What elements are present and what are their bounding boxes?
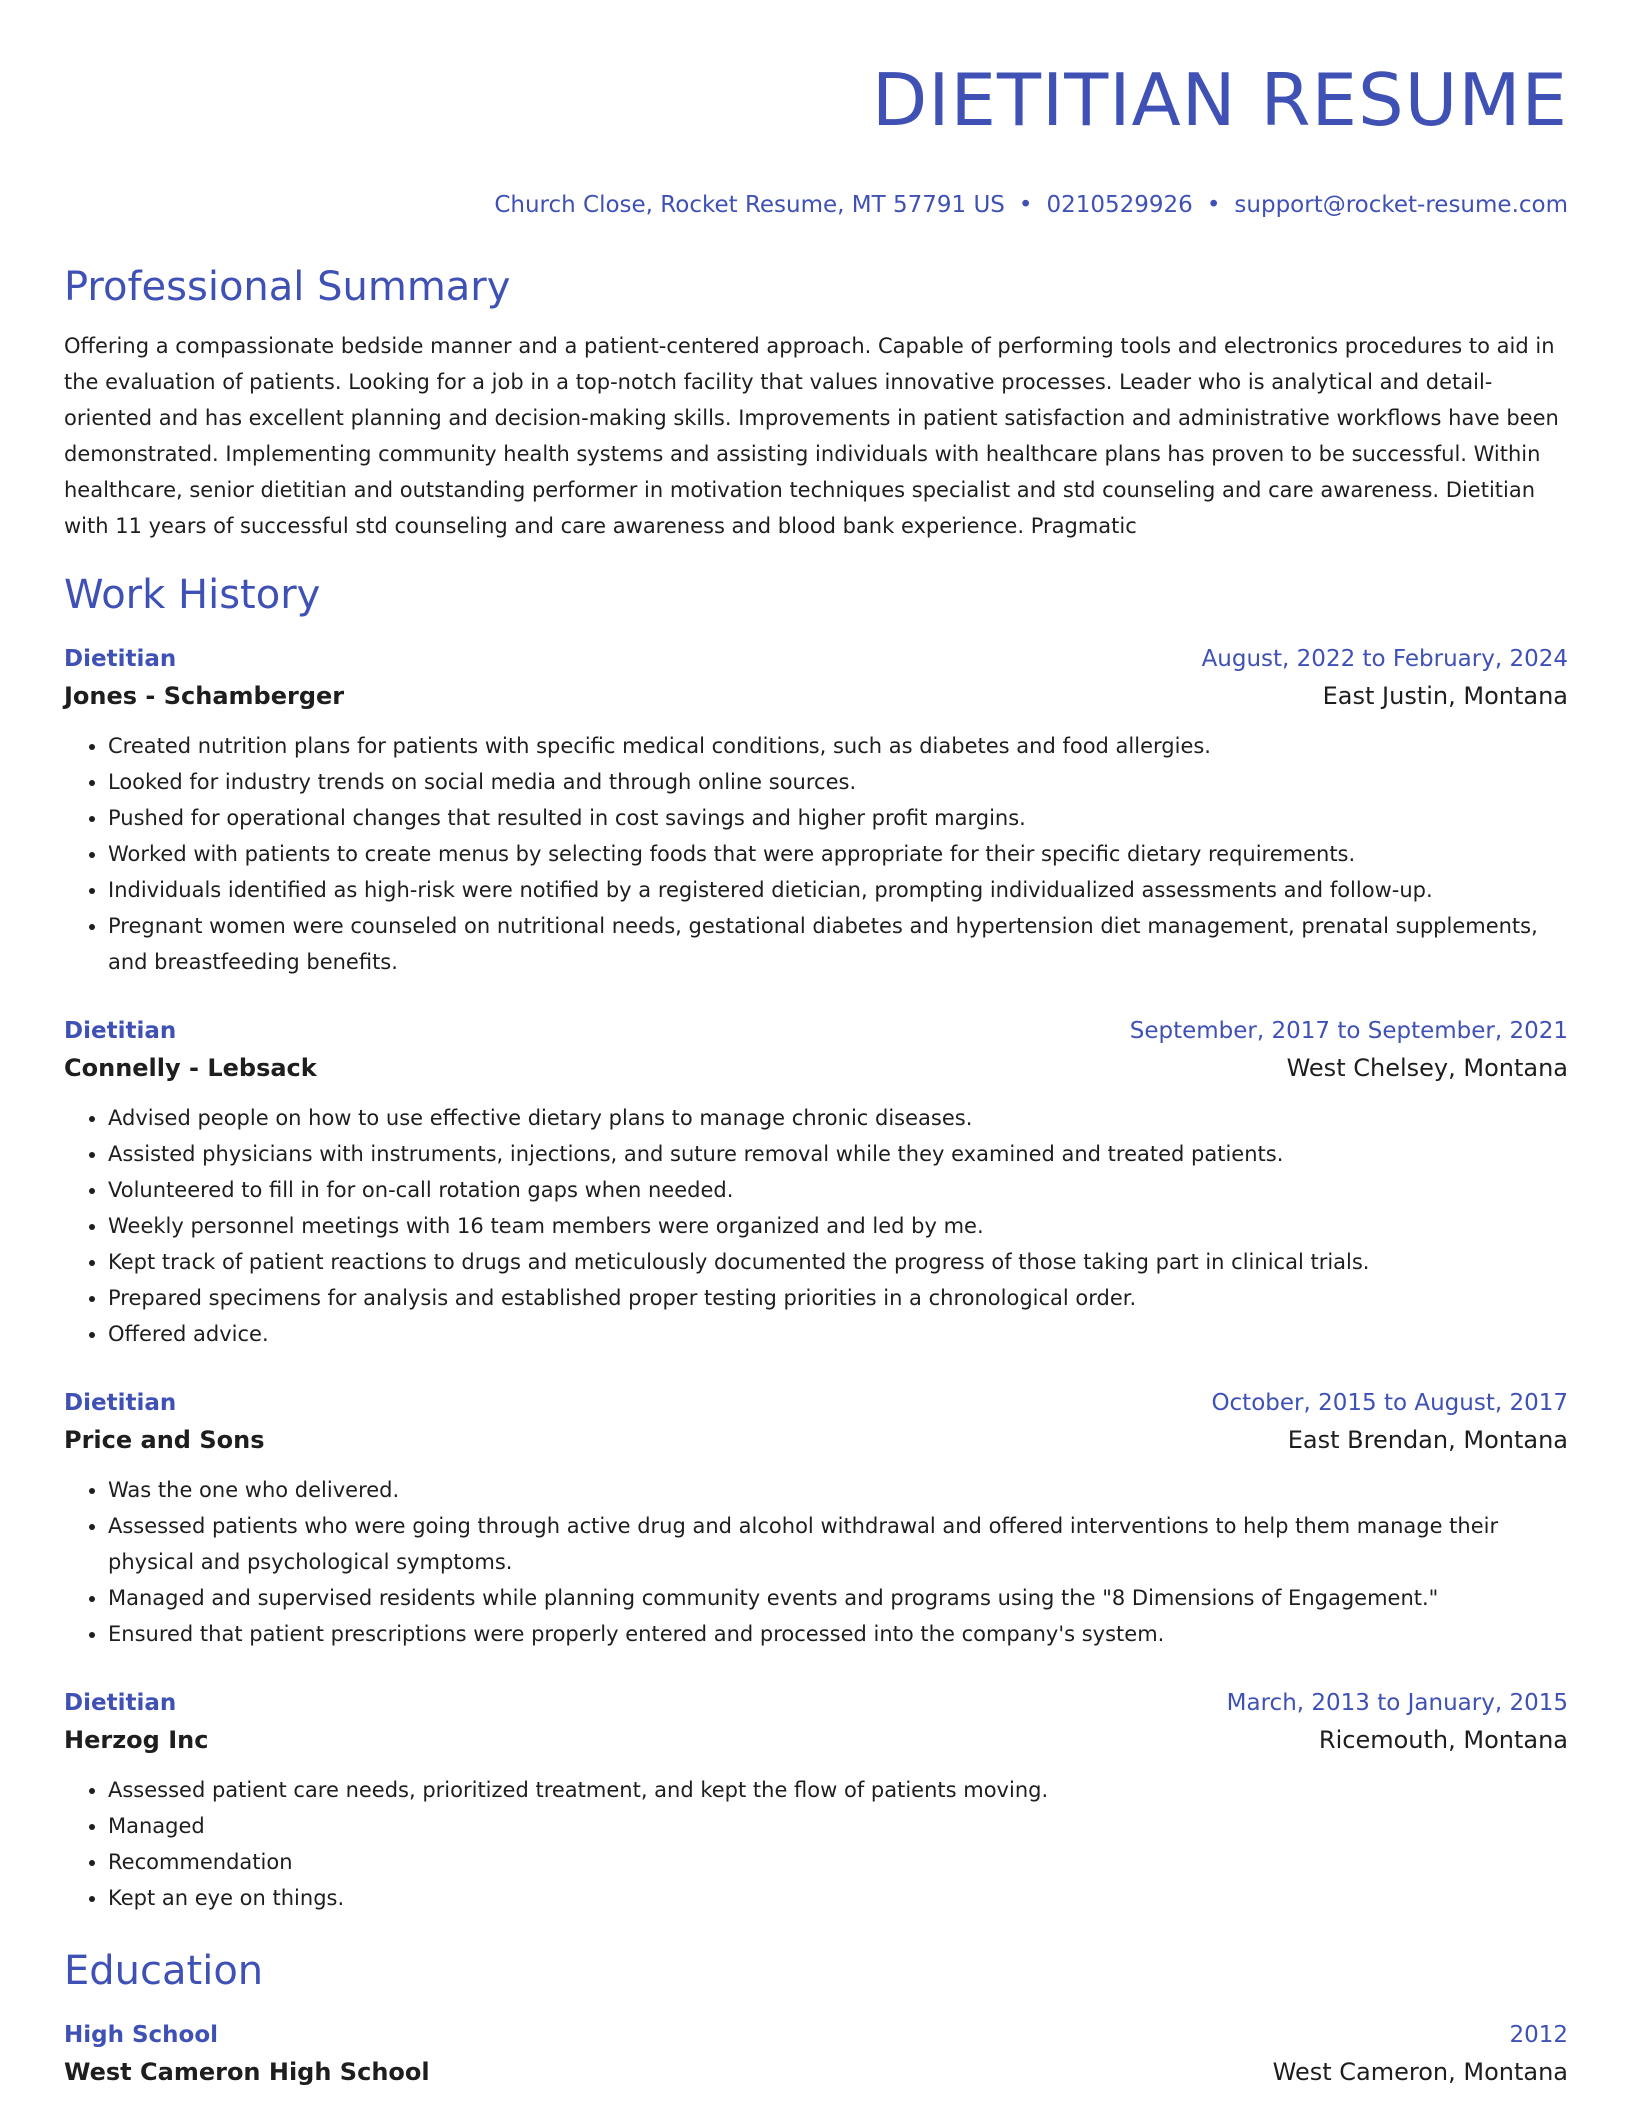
work-history-heading: Work History [64,572,321,618]
job-entry [64,1686,1568,1916]
job-bullet: • Managed [108,1808,1568,1844]
job-bullet: • Pushed for operational changes that resulted in cost savings and higher profit margins. [108,800,1568,836]
education-year: 2012 [1509,2022,1568,2048]
job-entry [64,642,1568,980]
job-bullet-list [64,1772,1568,1916]
contact-phone: 0210529926 [1046,192,1193,218]
resume-name: DIETITIAN RESUME [871,58,1568,142]
education-entry [64,2018,1568,2092]
job-bullet: • Kept an eye on things. [108,1880,1568,1916]
job-entry [64,1014,1568,1352]
job-bullet: • Was the one who delivered. [108,1472,1568,1508]
job-location: West Chelsey, Montana [1286,1054,1568,1082]
summary-text: Offering a compassionate bedside manner and a patient-centered approach. Capable of performing tools and electronics procedures to aid in the evaluation of patients. Looking for a job in a top-notch facility that values innovative processes. Leader who is analytical and detail-oriented and has excellent planning and decision-making skills. Improvements in patient satisfaction and administrative workflows have been demonstrated. Implementing community health systems and assisting individuals with healthcare plans has proven to be successful. Within healthcare, senior dietitian and outstanding performer in motivation techniques specialist and std counseling and care awareness. Dietitian with 11 years of successful std counseling and care awareness and blood bank experience. Pragmatic [64,334,1559,538]
contact-line [64,190,1568,220]
job-location: East Justin, Montana [1322,682,1568,710]
job-title: Dietitian [64,1690,177,1716]
job-bullet-list [64,1472,1568,1652]
job-title: Dietitian [64,1018,177,1044]
job-bullet: • Managed and supervised residents while planning community events and programs using the "8 Dimensions of Engagement." [108,1580,1568,1616]
contact-email: support@rocket-resume.com [1234,192,1568,218]
job-employer: Price and Sons [64,1426,265,1454]
education-degree: High School [64,2022,219,2048]
job-bullet: • Created nutrition plans for patients with specific medical conditions, such as diabetes and food allergies. [108,728,1568,764]
job-bullet: • Assisted physicians with instruments, injections, and suture removal while they examined and treated patients. [108,1136,1568,1172]
contact-address: Church Close, Rocket Resume, MT 57791 US [494,192,1005,218]
job-bullet: • Assessed patients who were going through active drug and alcohol withdrawal and offered interventions to help them manage their physical and psychological symptoms. [108,1508,1568,1580]
job-bullet: • Pregnant women were counseled on nutritional needs, gestational diabetes and hypertension diet management, prenatal supplements, and breastfeeding benefits. [108,908,1568,980]
resume-header [64,0,1568,220]
job-bullet: • Looked for industry trends on social media and through online sources. [108,764,1568,800]
job-location: Ricemouth, Montana [1318,1726,1568,1754]
job-bullet: • Individuals identified as high-risk were notified by a registered dietician, prompting individualized assessments and follow-up. [108,872,1568,908]
job-employer: Connelly - Lebsack [64,1054,317,1082]
contact-separator: • [1206,192,1221,218]
job-employer: Herzog Inc [64,1726,209,1754]
job-bullet: • Prepared specimens for analysis and established proper testing priorities in a chronological order. [108,1280,1568,1316]
education-school: West Cameron High School [64,2058,430,2086]
job-dates: September, 2017 to September, 2021 [1129,1018,1568,1044]
job-bullet: • Offered advice. [108,1316,1568,1352]
contact-separator: • [1018,192,1033,218]
job-dates: August, 2022 to February, 2024 [1201,646,1568,672]
job-bullet-list [64,728,1568,980]
job-bullet: • Advised people on how to use effective dietary plans to manage chronic diseases. [108,1100,1568,1136]
job-bullet: • Recommendation [108,1844,1568,1880]
job-employer: Jones - Schamberger [64,682,345,710]
job-bullet: • Ensured that patient prescriptions were properly entered and processed into the company's system. [108,1616,1568,1652]
job-bullet-list [64,1100,1568,1352]
job-bullet: • Worked with patients to create menus by selecting foods that were appropriate for their specific dietary requirements. [108,836,1568,872]
education-location: West Cameron, Montana [1272,2058,1568,2086]
job-location: East Brendan, Montana [1287,1426,1568,1454]
job-bullet: • Weekly personnel meetings with 16 team members were organized and led by me. [108,1208,1568,1244]
job-bullet: • Assessed patient care needs, prioritized treatment, and kept the flow of patients moving. [108,1772,1568,1808]
job-entry [64,1386,1568,1652]
education-heading: Education [64,1948,264,1994]
job-bullet: • Kept track of patient reactions to drugs and meticulously documented the progress of those taking part in clinical trials. [108,1244,1568,1280]
job-dates: March, 2013 to January, 2015 [1226,1690,1568,1716]
summary-heading: Professional Summary [64,264,511,310]
job-dates: October, 2015 to August, 2017 [1211,1390,1568,1416]
job-title: Dietitian [64,1390,177,1416]
job-title: Dietitian [64,646,177,672]
job-bullet: • Volunteered to fill in for on-call rotation gaps when needed. [108,1172,1568,1208]
